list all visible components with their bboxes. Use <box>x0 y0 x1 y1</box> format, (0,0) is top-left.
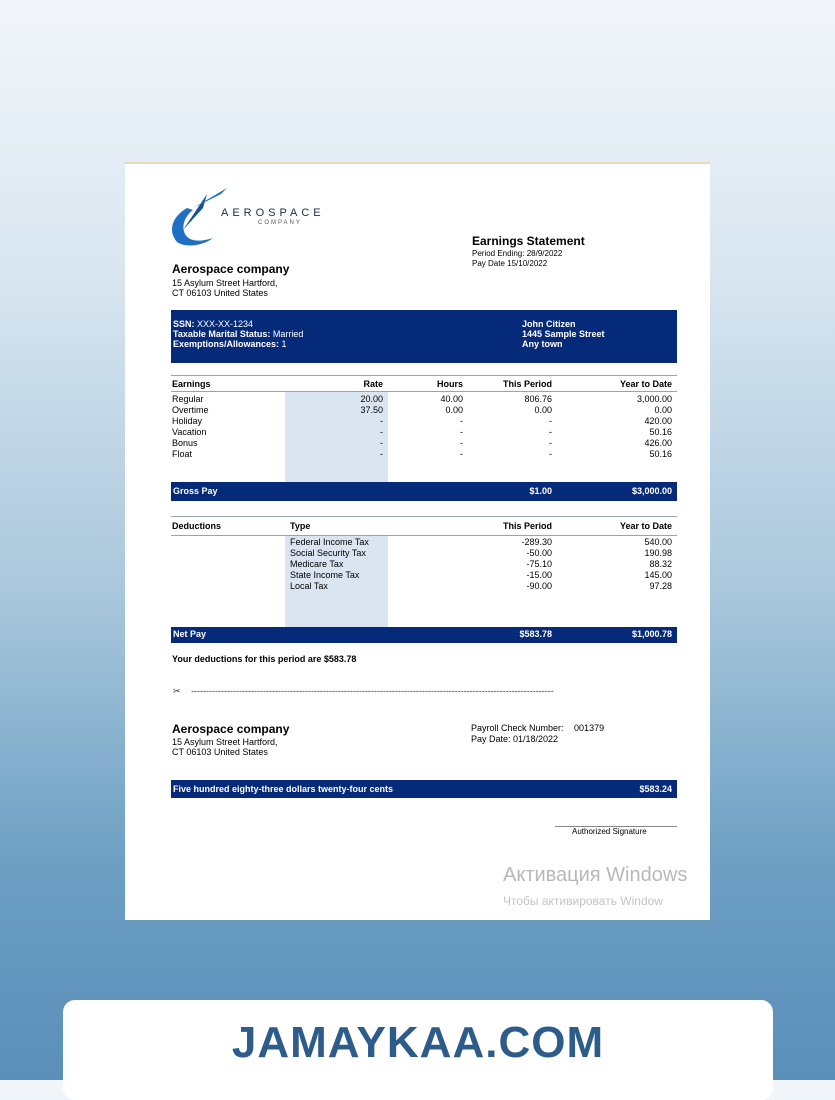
deduction-ytd: 97.28 <box>649 581 672 591</box>
ssn-label: SSN: <box>173 319 195 329</box>
deduction-period: -289.30 <box>521 537 552 547</box>
earning-hours: - <box>460 416 463 426</box>
ytd-header: Year to Date <box>619 379 672 389</box>
earning-rate: 37.50 <box>360 405 383 415</box>
earning-ytd: 50.16 <box>649 427 672 437</box>
hours-header: Hours <box>436 379 463 389</box>
earning-rate: - <box>380 416 383 426</box>
deduction-period: -75.10 <box>526 559 552 569</box>
exemptions-label: Exemptions/Allowances: <box>173 339 280 349</box>
exemptions-value: 1 <box>281 339 287 349</box>
deductions-period-header: This Period <box>502 521 552 531</box>
earning-ytd: 50.16 <box>649 449 672 459</box>
deduction-type: Medicare Tax <box>290 559 344 569</box>
net-pay-band <box>171 627 677 643</box>
earning-hours: - <box>460 427 463 437</box>
deduction-type: State Income Tax <box>290 570 360 580</box>
check-company-name: Aerospace company <box>172 722 290 736</box>
check-amount-band <box>171 780 677 798</box>
statement-pay-date: Pay Date 15/10/2022 <box>472 259 548 268</box>
gross-pay-band <box>171 482 677 501</box>
scissors-icon: ✂ <box>173 686 181 696</box>
earning-name: Bonus <box>172 438 198 448</box>
deductions-ytd-header: Year to Date <box>619 521 672 531</box>
employee-name: John Citizen <box>522 319 576 329</box>
earning-hours: - <box>460 449 463 459</box>
earning-name: Holiday <box>172 416 203 426</box>
cut-dashes: ------------------------------------------------------------------------------------------------------------------------- <box>191 686 554 696</box>
earning-period: - <box>549 427 552 437</box>
gross-pay-ytd: $3,000.00 <box>631 486 672 496</box>
check-number-label: Payroll Check Number: <box>471 723 564 733</box>
exemptions-line <box>173 339 287 350</box>
employee-info-band <box>171 310 677 363</box>
earning-hours: 40.00 <box>440 394 463 404</box>
check-address-line1: 15 Asylum Street Hartford, <box>172 737 278 747</box>
deductions-summary: Your deductions for this period are $583.78 <box>172 654 357 664</box>
deduction-type: Federal Income Tax <box>290 537 369 547</box>
statement-title: Earnings Statement <box>472 234 585 248</box>
company-name: Aerospace company <box>172 262 290 276</box>
ssn-line <box>173 319 253 330</box>
deduction-period: -15.00 <box>526 570 552 580</box>
marital-line <box>173 329 303 340</box>
type-header: Type <box>290 521 311 531</box>
earnings-top-rule <box>171 375 677 376</box>
period-ending: Period Ending: 28/9/2022 <box>472 249 563 258</box>
earning-rate: 20.00 <box>360 394 383 404</box>
deduction-period: -50.00 <box>526 548 552 558</box>
earnings-header: Earnings <box>172 379 211 389</box>
deductions-header: Deductions <box>172 521 222 531</box>
earnings-statement-document <box>125 162 710 920</box>
earning-ytd: 420.00 <box>644 416 672 426</box>
marital-label: Taxable Marital Status: <box>173 329 271 339</box>
earning-period: - <box>549 416 552 426</box>
deduction-type: Social Security Tax <box>290 548 366 558</box>
watermark-clip <box>503 892 710 910</box>
earning-period: - <box>549 449 552 459</box>
earning-rate: - <box>380 427 383 437</box>
company-address-line2: CT 06103 United States <box>172 288 268 298</box>
net-pay-ytd: $1,000.78 <box>631 629 672 639</box>
marital-value: Married <box>272 329 304 339</box>
net-pay-label: Net Pay <box>173 629 207 639</box>
earning-period: 0.00 <box>534 405 552 415</box>
check-number: 001379 <box>574 723 605 733</box>
earning-ytd: 3,000.00 <box>636 394 672 404</box>
logo-name: AEROSPACE <box>221 207 325 219</box>
deduction-ytd: 190.98 <box>644 548 672 558</box>
gross-pay-period: $1.00 <box>529 486 552 496</box>
earning-hours: - <box>460 438 463 448</box>
site-name[interactable]: JAMAYKAA.COM <box>231 1018 605 1067</box>
earning-name: Vacation <box>172 427 207 437</box>
cut-line <box>173 686 678 698</box>
logo-subtitle: COMPANY <box>258 220 302 226</box>
earning-period: 806.76 <box>524 394 552 404</box>
employee-town: Any town <box>522 339 563 349</box>
this-period-header: This Period <box>502 379 552 389</box>
check-address-line2: CT 06103 United States <box>172 747 268 757</box>
gross-pay-label: Gross Pay <box>173 486 218 496</box>
earning-name: Overtime <box>172 405 209 415</box>
earning-rate: - <box>380 438 383 448</box>
earning-rate: - <box>380 449 383 459</box>
footer-brand-card <box>63 1000 773 1100</box>
windows-activation-title: Активация Windows <box>503 864 688 886</box>
net-pay-period: $583.78 <box>519 629 552 639</box>
check-amount: $583.24 <box>639 784 672 794</box>
earnings-header-rule <box>171 391 677 392</box>
windows-activation-hint: Чтобы активировать Window <box>503 894 663 908</box>
deduction-period: -90.00 <box>526 581 552 591</box>
rate-header: Rate <box>363 379 383 389</box>
deductions-header-rule <box>171 535 677 536</box>
earning-ytd: 0.00 <box>654 405 672 415</box>
authorized-signature: Authorized Signature <box>572 827 647 836</box>
ssn-value: XXX-XX-1234 <box>197 319 254 329</box>
amount-in-words: Five hundred eighty-three dollars twenty-four cents <box>173 784 394 794</box>
deductions-top-rule <box>171 516 677 517</box>
earning-name: Float <box>172 449 193 459</box>
earning-period: - <box>549 438 552 448</box>
deduction-ytd: 88.32 <box>649 559 672 569</box>
earning-hours: 0.00 <box>445 405 463 415</box>
employee-street: 1445 Sample Street <box>522 329 605 339</box>
company-address-line1: 15 Asylum Street Hartford, <box>172 278 278 288</box>
deduction-ytd: 145.00 <box>644 570 672 580</box>
company-logo <box>163 182 353 252</box>
check-number-line <box>471 723 604 734</box>
deduction-ytd: 540.00 <box>644 537 672 547</box>
earning-name: Regular <box>172 394 204 404</box>
earning-ytd: 426.00 <box>644 438 672 448</box>
deduction-type: Local Tax <box>290 581 328 591</box>
check-pay-date: Pay Date: 01/18/2022 <box>471 734 559 744</box>
